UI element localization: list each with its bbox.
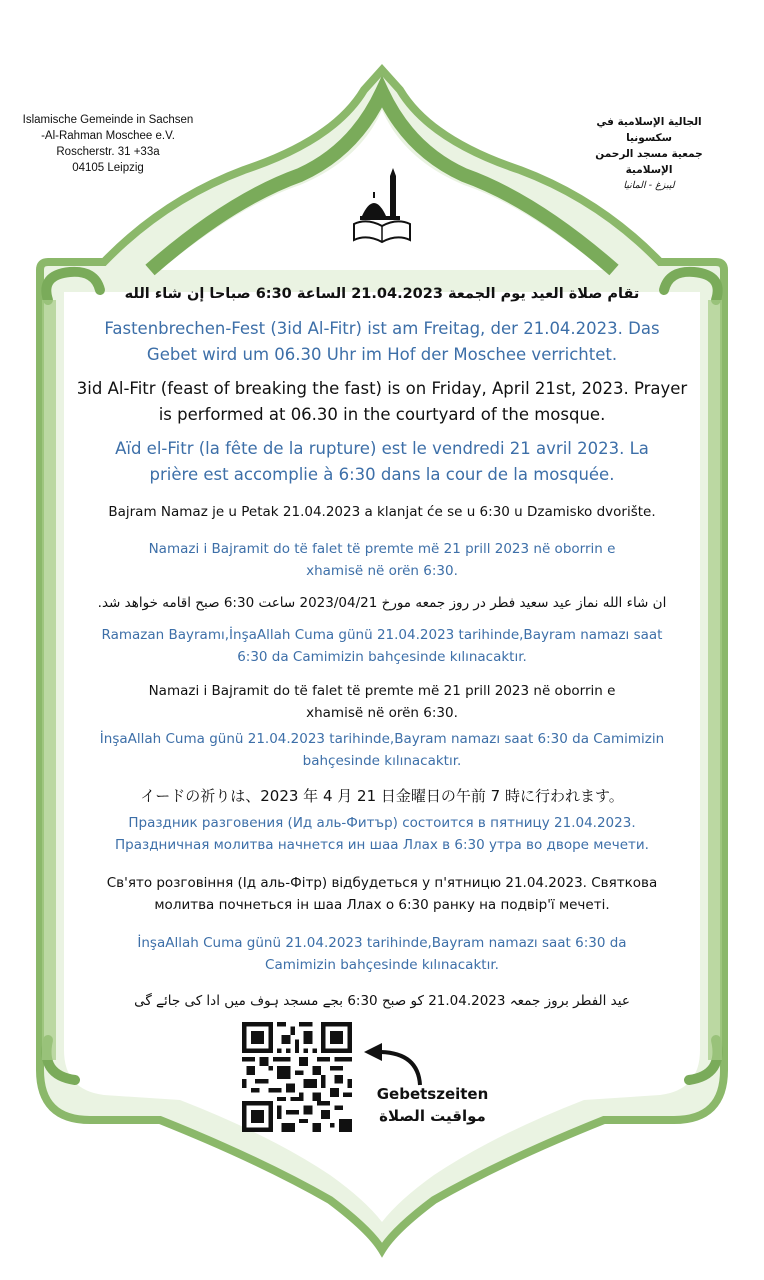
caption-arabic: مواقيت الصلاة [379, 1107, 486, 1125]
text-line: Праздничная молитва начнется ин шаа Ллах в 6:30 утра во дворе мечети. [115, 837, 649, 853]
address-arabic [574, 114, 724, 194]
text-line: Gebet wird um 06.30 Uhr im Hof der Moschee verrichtet. [146, 345, 618, 364]
text-line: молитва почнеться ін шаа Ллах о 6:30 ранку на подвір'ї мечеті. [154, 897, 610, 913]
prayer-times-caption [370, 1083, 495, 1127]
announcement-turkish-3 [40, 932, 724, 976]
announcement-turkish [40, 624, 724, 668]
text-line: Camimizin bahçesinde kılınacaktır. [265, 957, 499, 973]
text-line: イードの祈りは、2023 年 4 月 21 日金曜日の午前 7 時に行われます。 [140, 787, 624, 805]
qr-code-image[interactable] [242, 1022, 352, 1132]
caption-german: Gebetszeiten [376, 1085, 489, 1103]
text-line: Ramazan Bayramı,İnşaAllah Cuma günü 21.04.2023 tarihinde,Bayram namazı saat [101, 627, 663, 643]
address-line: 04105 Leipzig [72, 162, 144, 174]
text-line: Namazi i Bajramit do të falet të premte më 21 prill 2023 në oborrin e [148, 541, 616, 557]
text-line: عید الفطر بروز جمعہ 21.04.2023 کو صبح 6:30 بجے مسجد ہوف میں ادا کی جائے گی [134, 993, 630, 1009]
announcement-japanese [40, 784, 724, 808]
address-line: -Al-Rahman Moschee e.V. [41, 130, 175, 142]
announcement-turkish-2 [40, 728, 724, 772]
announcement-albanian-2 [40, 680, 724, 724]
address-line: Islamische Gemeinde in Sachsen [22, 114, 194, 126]
announcement-persian [40, 592, 724, 614]
announcement-ukrainian [40, 872, 724, 916]
text-line: is performed at 06.30 in the courtyard of the mosque. [158, 405, 606, 424]
text-line: تقام صلاة العيد يوم الجمعة 21.04.2023 الساعة 6:30 صباحا إن شاء الله [124, 286, 640, 302]
text-line: İnşaAllah Cuma günü 21.04.2023 tarihinde,Bayram namazı saat 6:30 da [137, 935, 627, 951]
text-line: 6:30 da Camimizin bahçesinde kılınacaktır. [237, 649, 527, 665]
mosque-book-logo [352, 168, 412, 248]
address-line: Roscherstr. 31 +33a [56, 146, 160, 158]
text-line: Namazi i Bajramit do të falet të premte më 21 prill 2023 në oborrin e [148, 683, 616, 699]
announcement-english [40, 376, 724, 428]
text-line: Праздник разговения (Ид аль-Фитър) состоится в пятницу 21.04.2023. [128, 815, 636, 831]
address-line: جمعية مسجد الرحمن الإسلامية [595, 148, 703, 176]
text-line: Aïd el-Fitr (la fête de la rupture) est le vendredi 21 avril 2023. La [115, 439, 649, 458]
announcement-german [40, 316, 724, 368]
announcement-albanian [40, 538, 724, 582]
text-line: İnşaAllah Cuma günü 21.04.2023 tarihinde,Bayram namazı saat 6:30 da Camimizin [99, 731, 665, 747]
address-line: الجالية الإسلامية في سكسونيا [596, 116, 702, 144]
announcement-french [40, 436, 724, 488]
text-line: ان شاء الله نماز عید سعید فطر در روز جمعه مورخ 2023/04/21 ساعت 6:30 صبح اقامه خواهد شد. [97, 595, 667, 611]
text-line: bahçesinde kılınacaktır. [302, 753, 462, 769]
text-line: Fastenbrechen-Fest (3id Al-Fitr) ist am Freitag, der 21.04.2023. Das [104, 319, 660, 338]
text-line: xhamisë në orën 6:30. [306, 563, 458, 579]
address-line: ليبزغ - المانيا [623, 180, 675, 191]
announcement-bosnian [40, 501, 724, 523]
address-german [8, 112, 208, 176]
text-line: 3id Al-Fitr (feast of breaking the fast) is on Friday, April 21st, 2023. Prayer [76, 379, 688, 398]
announcement-arabic [40, 286, 724, 302]
text-line: Св'ято розговіння (Ід аль-Фітр) відбудеться у п'ятницю 21.04.2023. Святкова [106, 875, 658, 891]
text-line: xhamisë në orën 6:30. [306, 705, 458, 721]
text-line: prière est accomplie à 6:30 dans la cour de la mosquée. [149, 465, 615, 484]
announcement-russian [40, 812, 724, 856]
text-line: Bajram Namaz je u Petak 21.04.2023 a klanjat će se u 6:30 u Dzamisko dvorište. [108, 504, 656, 520]
announcement-urdu [40, 990, 724, 1012]
